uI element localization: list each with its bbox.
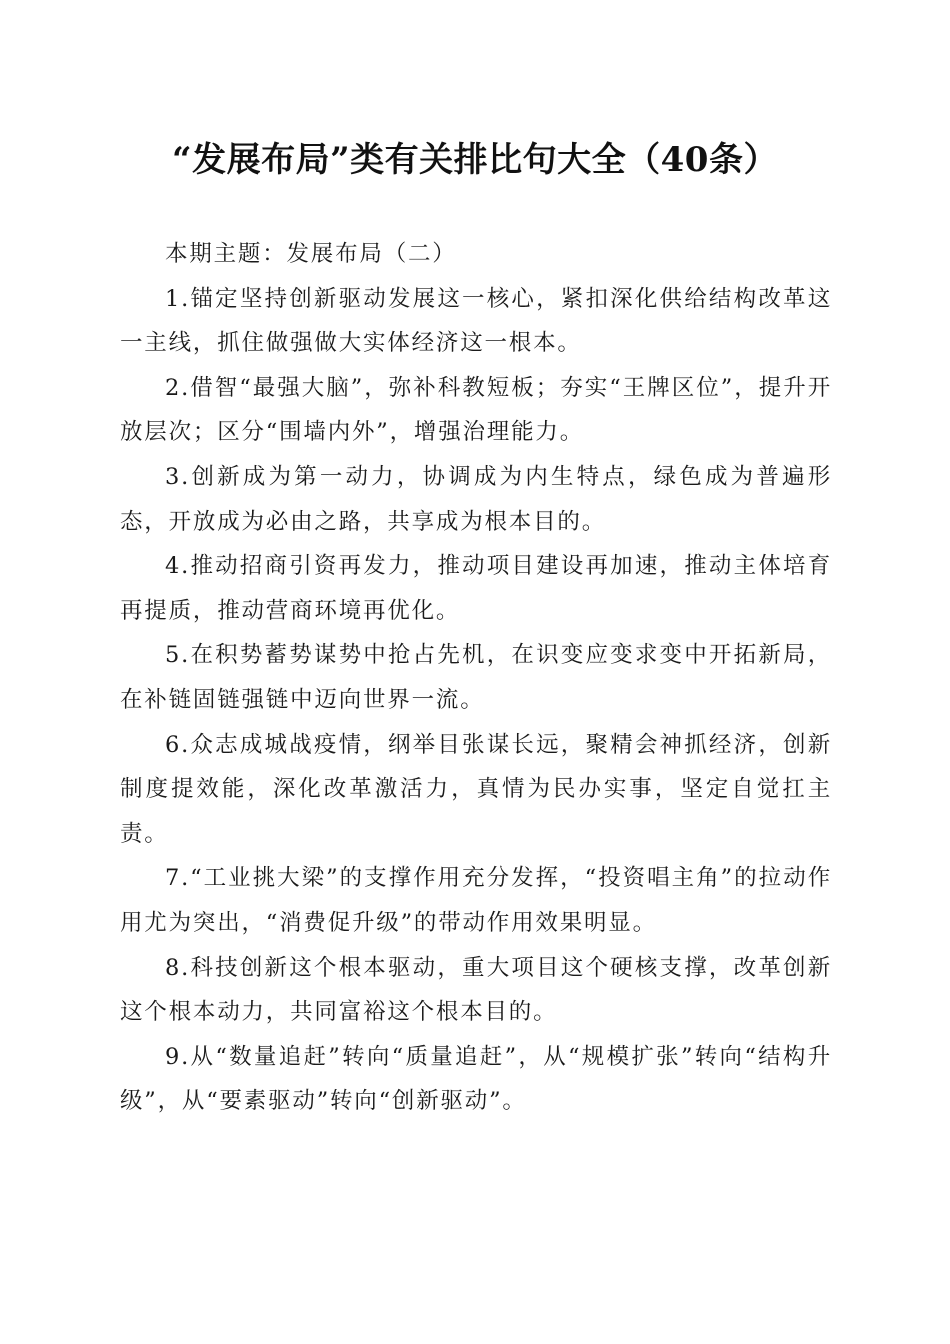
document-body: [120, 232, 832, 1124]
theme-line: 本期主题：发展布局（二）: [165, 241, 457, 267]
list-item-9: 9.从“数量追赶”转向“质量追赶”，从“规模扩张”转向“结构升级”，从“要素驱动”转向“创新驱动”。: [120, 1043, 832, 1115]
list-item-3: 3.创新成为第一动力，协调成为内生特点，绿色成为普遍形态，开放成为必由之路，共享成为根本目的。: [120, 463, 832, 535]
list-item-1: 1.锚定坚持创新驱动发展这一核心，紧扣深化供给结构改革这一主线，抓住做强做大实体经济这一根本。: [120, 285, 832, 357]
list-item-2: 2.借智“最强大脑”，弥补科教短板；夯实“王牌区位”，提升开放层次；区分“围墙内外”，增强治理能力。: [120, 374, 832, 446]
list-item-6: 6.众志成城战疫情，纲举目张谋长远，聚精会神抓经济，创新制度提效能，深化改革激活力，真情为民办实事，坚定自觉扛主责。: [120, 731, 832, 847]
list-item-5: 5.在积势蓄势谋势中抢占先机，在识变应变求变中开拓新局，在补链固链强链中迈向世界一流。: [120, 642, 832, 713]
list-item-4: 4.推动招商引资再发力，推动项目建设再加速，推动主体培育再提质，推动营商环境再优化。: [120, 553, 832, 624]
list-item-7: 7.“工业挑大梁”的支撑作用充分发挥，“投资唱主角”的拉动作用尤为突出，“消费促升级”的带动作用效果明显。: [120, 865, 832, 936]
document-title: “发展布局”类有关排比句大全（40条）: [172, 140, 778, 180]
list-item-8: 8.科技创新这个根本驱动，重大项目这个硬核支撑，改革创新这个根本动力，共同富裕这个根本目的。: [120, 954, 832, 1026]
